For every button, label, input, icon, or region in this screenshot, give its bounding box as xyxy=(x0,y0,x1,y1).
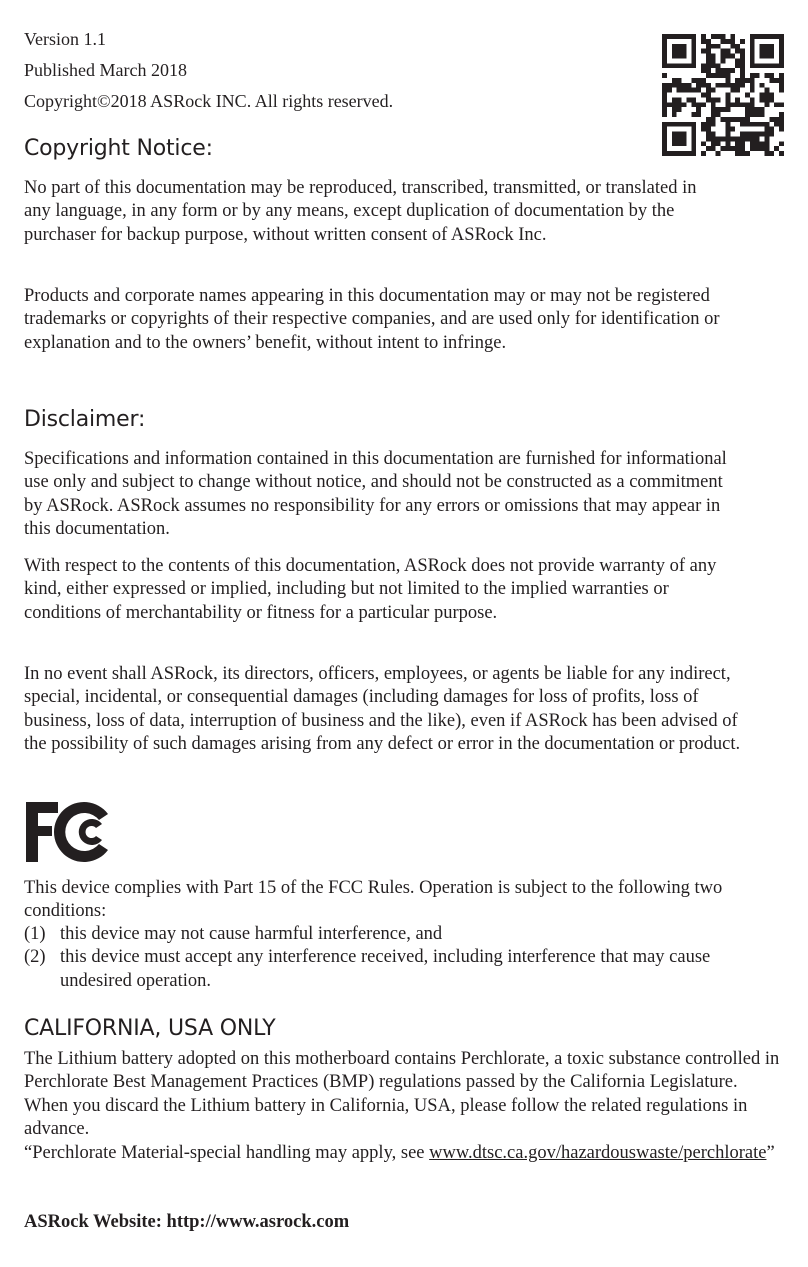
disclaimer-paragraph-1: Specifications and information contained in this documentation are furnished for informational use only and subject to change without notice, and should not be constructed as a commitment by ASRock. ASRock assumes no responsibility for any errors or omissions that may appear in this documentation. xyxy=(24,449,727,540)
list-number: (1) xyxy=(24,924,46,944)
california-text: The Lithium battery adopted on this motherboard contains Perchlorate, a toxic substance controlled in Perchlorate Best Management Practices (BMP) regulations passed by the California Legislature. When you discard the Lithium battery in California, USA, please follow the related regulations in advance. xyxy=(24,1049,780,1140)
disclaimer-paragraph-2: With respect to the contents of this documentation, ASRock does not provide warranty of any kind, either expressed or implied, including but not limited to the implied warranties or conditions of merchantability or fitness for a particular purpose. xyxy=(24,556,717,623)
list-text: this device may not cause harmful interference, and xyxy=(60,924,443,944)
perchlorate-quote-suffix: ” xyxy=(766,1142,775,1163)
qr-code-icon xyxy=(662,34,784,156)
fcc-conditions-list xyxy=(24,923,784,993)
california-heading: CALIFORNIA, USA ONLY xyxy=(24,1016,276,1041)
california-paragraph xyxy=(24,1048,784,1165)
copyright-paragraph-2: Products and corporate names appearing in this documentation may or may not be registered trademarks or copyrights of their respective companies, and are used only for identification or explanation and to the owners’ benefit, without intent to infringe. xyxy=(24,286,720,353)
perchlorate-quote-prefix: “Perchlorate Material-special handling may apply, see xyxy=(24,1142,430,1163)
copyright-notice-heading: Copyright Notice: xyxy=(24,136,213,161)
version-line: Version 1.1 xyxy=(24,29,106,49)
fcc-logo-icon xyxy=(24,800,116,864)
list-item xyxy=(24,946,784,993)
asrock-website: ASRock Website: http://www.asrock.com xyxy=(24,1212,350,1232)
list-text: this device must accept any interference received, including interference that may cause undesired operation. xyxy=(60,947,711,991)
fcc-intro: This device complies with Part 15 of the FCC Rules. Operation is subject to the following two conditions: xyxy=(24,878,723,922)
copyright-paragraph-1: No part of this documentation may be reproduced, transcribed, transmitted, or translated in any language, in any form or by any means, except duplication of documentation by the purchaser for backup purpose, without written consent of ASRock Inc. xyxy=(24,178,697,245)
disclaimer-heading: Disclaimer: xyxy=(24,407,146,432)
perchlorate-link[interactable]: www.dtsc.ca.gov/hazardouswaste/perchlorate xyxy=(429,1142,767,1163)
list-number: (2) xyxy=(24,947,46,968)
list-item xyxy=(24,923,784,946)
copyright-line: Copyright©2018 ASRock INC. All rights reserved. xyxy=(24,91,394,111)
disclaimer-paragraph-3: In no event shall ASRock, its directors, officers, employees, or agents be liable for any indirect, special, incidental, or consequential damages (including damages for loss of profits, loss of business, loss of data, interruption of business and the like), even if ASRock has been advised of the possibility of such damages arising from any defect or error in the documentation or product. xyxy=(24,664,741,755)
published-line: Published March 2018 xyxy=(24,60,187,80)
